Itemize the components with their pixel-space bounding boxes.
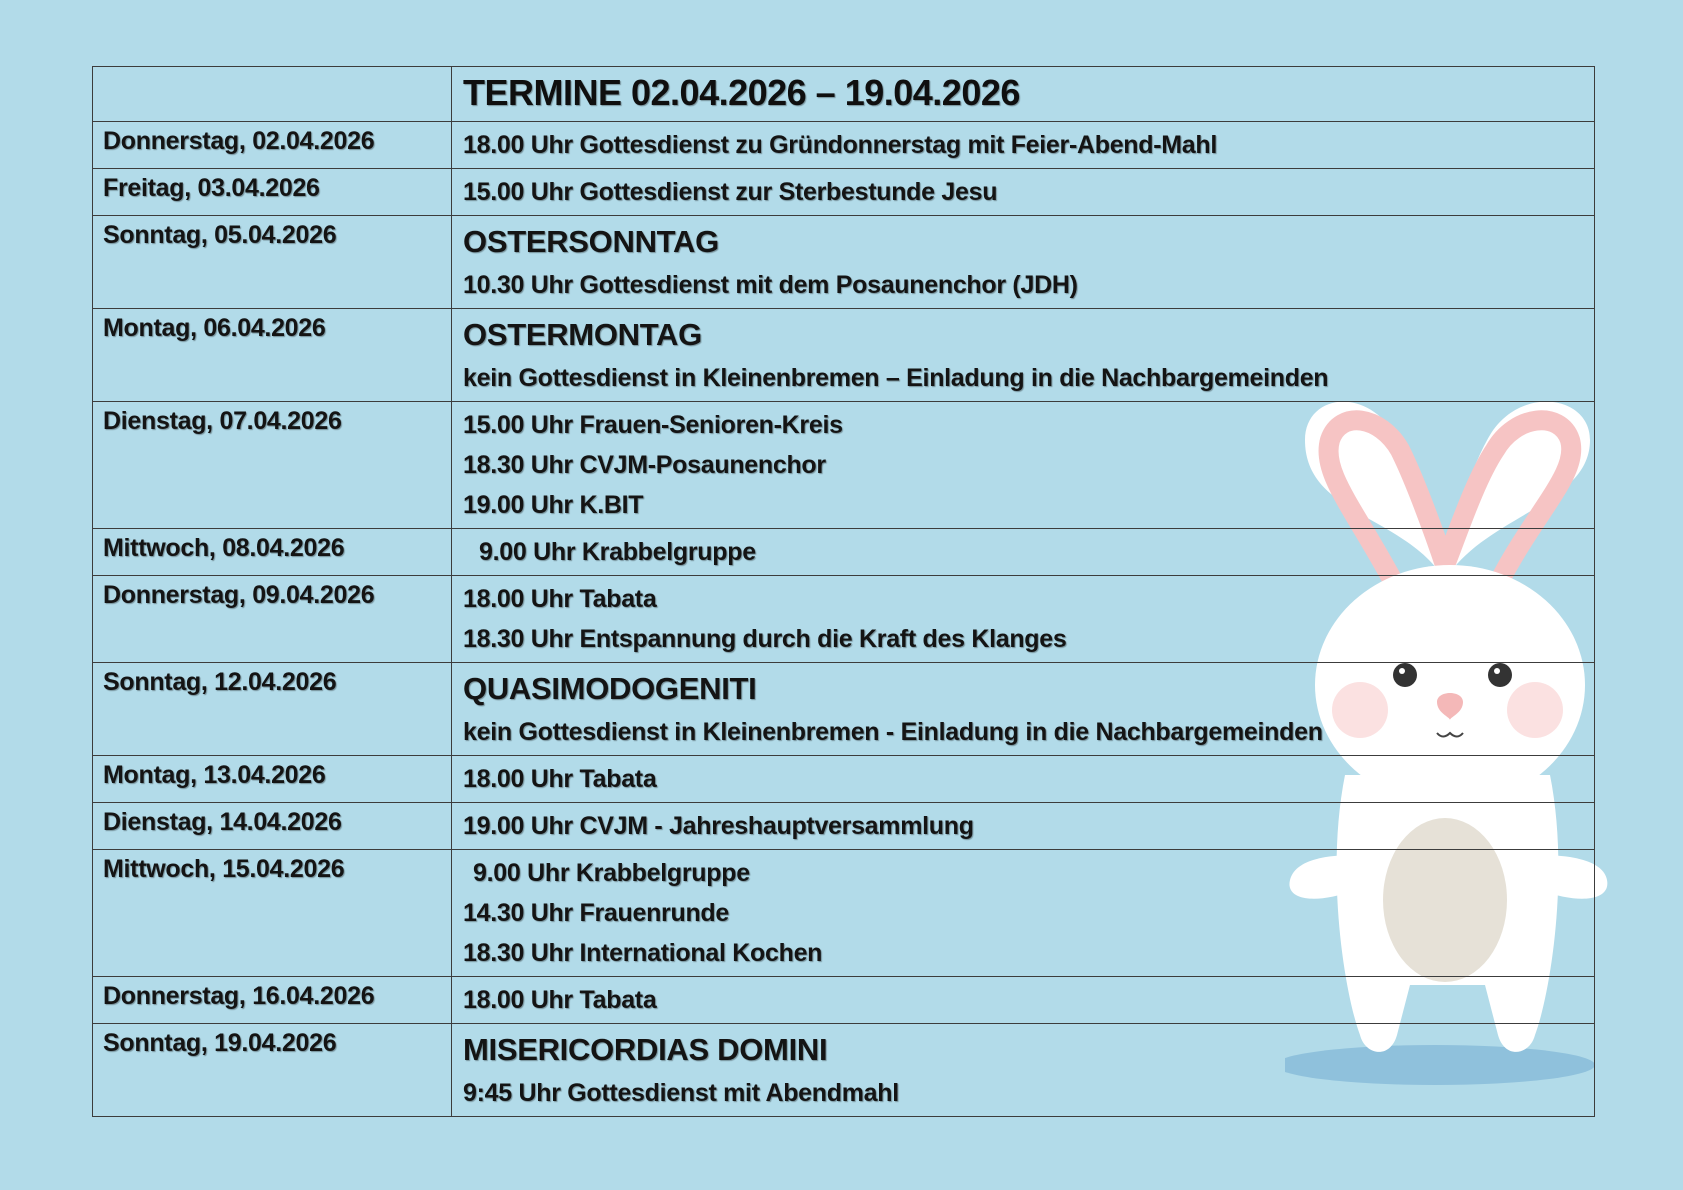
events-cell [452,756,1595,803]
event-item: 9.00 Uhr Krabbelgruppe [479,538,756,566]
table-row [93,576,1595,663]
table-header-row [93,67,1595,122]
date-cell: Sonntag, 12.04.2026 [93,663,452,756]
event-item: 18.00 Uhr Tabata [463,765,657,793]
date-cell: Dienstag, 07.04.2026 [93,402,452,529]
event-item: 15.00 Uhr Gottesdienst zur Sterbestunde Jesu [463,178,998,206]
event-item: 10.30 Uhr Gottesdienst mit dem Posaunenchor (JDH) [463,271,1078,299]
date-cell: Dienstag, 14.04.2026 [93,803,452,850]
events-cell [452,216,1595,309]
events-cell [452,122,1595,169]
date-cell: Mittwoch, 08.04.2026 [93,529,452,576]
table-row [93,803,1595,850]
table-row [93,850,1595,977]
event-heading: QUASIMODOGENITI [463,671,757,706]
event-heading: OSTERSONNTAG [463,224,719,259]
events-cell [452,803,1595,850]
event-item: 19.00 Uhr K.BIT [463,491,644,519]
events-cell [452,576,1595,663]
events-cell [452,169,1595,216]
table-row [93,402,1595,529]
events-cell [452,663,1595,756]
events-cell [452,850,1595,977]
page-title: TERMINE 02.04.2026 – 19.04.2026 [463,72,1020,113]
table-row [93,756,1595,803]
event-item: 18.30 Uhr CVJM-Posaunenchor [463,451,826,479]
table-row [93,309,1595,402]
event-item: 19.00 Uhr CVJM - Jahreshauptversammlung [463,812,974,840]
table-row [93,122,1595,169]
date-cell: Sonntag, 19.04.2026 [93,1024,452,1117]
events-cell [452,529,1595,576]
date-cell: Montag, 06.04.2026 [93,309,452,402]
event-item: 18.00 Uhr Tabata [463,986,657,1014]
event-item: kein Gottesdienst in Kleinenbremen – Einladung in die Nachbargemeinden [463,364,1329,392]
table-row [93,529,1595,576]
event-item: 18.00 Uhr Tabata [463,585,657,613]
table-row [93,977,1595,1024]
events-cell [452,402,1595,529]
schedule-table [92,66,1595,1117]
event-item: 9.00 Uhr Krabbelgruppe [473,859,750,887]
table-row [93,216,1595,309]
event-item: 18.00 Uhr Gottesdienst zu Gründonnerstag mit Feier-Abend-Mahl [463,131,1218,159]
event-item: 15.00 Uhr Frauen-Senioren-Kreis [463,411,843,439]
header-title-cell [452,67,1595,122]
date-cell: Sonntag, 05.04.2026 [93,216,452,309]
events-cell [452,1024,1595,1117]
event-item: kein Gottesdienst in Kleinenbremen - Einladung in die Nachbargemeinden [463,718,1323,746]
event-item: 14.30 Uhr Frauenrunde [463,899,730,927]
date-cell: Donnerstag, 16.04.2026 [93,977,452,1024]
date-cell: Donnerstag, 09.04.2026 [93,576,452,663]
table-row [93,169,1595,216]
events-cell [452,977,1595,1024]
date-cell: Mittwoch, 15.04.2026 [93,850,452,977]
events-cell [452,309,1595,402]
event-heading: OSTERMONTAG [463,317,702,352]
event-heading: MISERICORDIAS DOMINI [463,1032,828,1067]
table-row [93,663,1595,756]
header-empty-cell [93,67,452,122]
event-item: 18.30 Uhr International Kochen [463,939,823,967]
date-cell: Freitag, 03.04.2026 [93,169,452,216]
date-cell: Montag, 13.04.2026 [93,756,452,803]
event-item: 18.30 Uhr Entspannung durch die Kraft des Klanges [463,625,1067,653]
table-row [93,1024,1595,1117]
event-item: 9:45 Uhr Gottesdienst mit Abendmahl [463,1079,899,1107]
date-cell: Donnerstag, 02.04.2026 [93,122,452,169]
